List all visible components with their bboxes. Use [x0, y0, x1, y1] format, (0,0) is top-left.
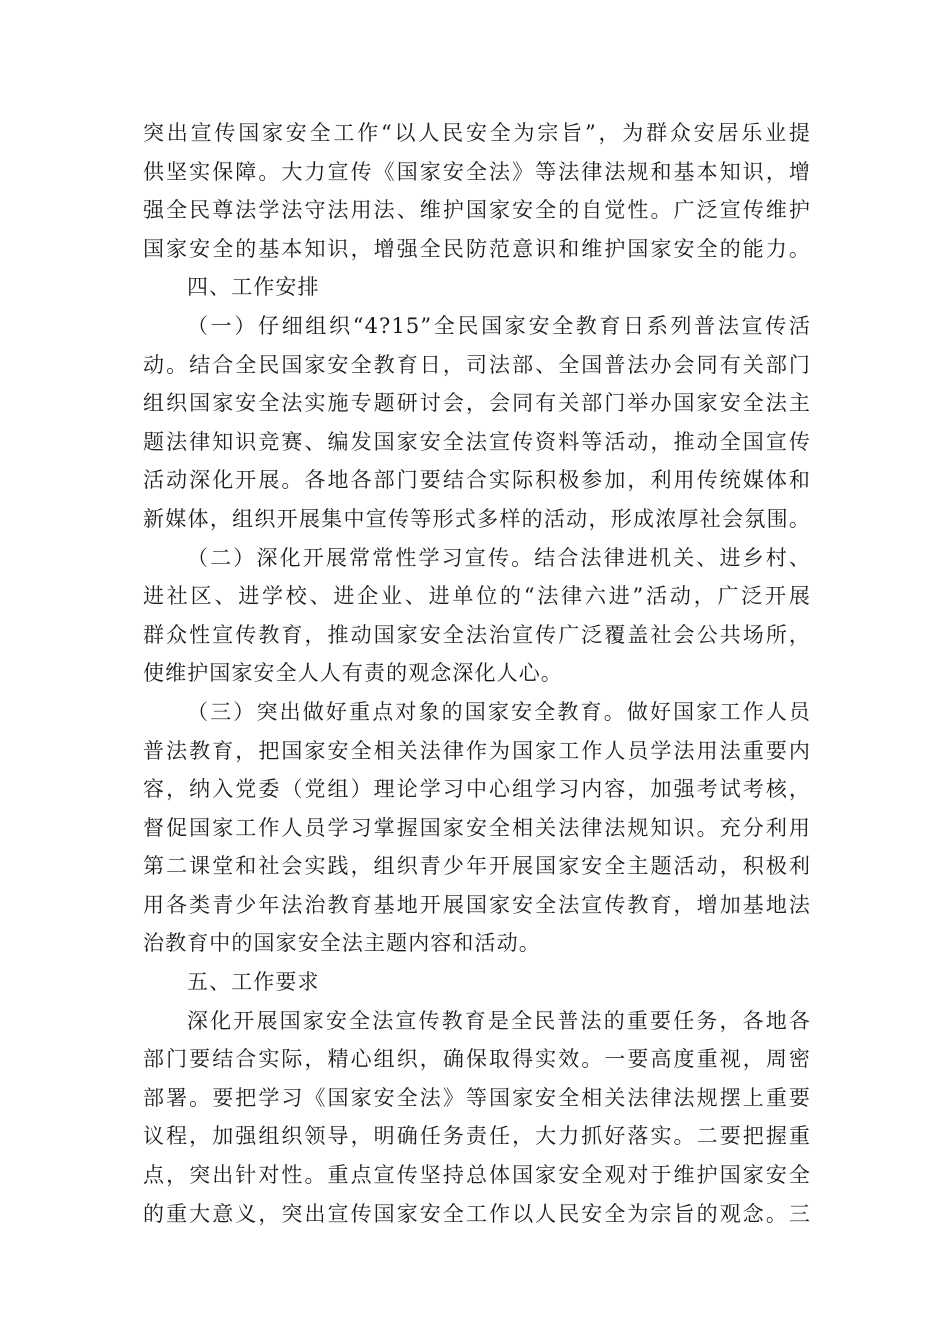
document-body: [143, 114, 811, 1233]
text-line: 督促国家工作人员学习掌握国家安全相关法律法规知识。充分利用: [143, 815, 811, 840]
text-line: 突出宣传国家安全工作“以人民安全为宗旨”，为群众安居乐业提: [143, 121, 811, 145]
text-line: 治教育中的国家安全法主题内容和活动。: [143, 931, 541, 956]
text-line: 容，纳入党委（党组）理论学习中心组学习内容，加强考试考核，: [143, 777, 811, 802]
text-line: 深化开展国家安全法宣传教育是全民普法的重要任务，各地各: [187, 1008, 811, 1033]
text-line: 组织国家安全法实施专题研讨会，会同有关部门举办国家安全法主: [143, 391, 811, 416]
text-line: 第二课堂和社会实践，组织青少年开展国家安全主题活动，积极利: [143, 854, 811, 879]
text-line: 动。结合全民国家安全教育日，司法部、全国普法办会同有关部门: [143, 352, 811, 377]
text-line: 活动深化开展。各地各部门要结合实际积极参加，利用传统媒体和: [143, 468, 811, 493]
text-line: 议程，加强组织领导，明确任务责任，大力抓好落实。二要把握重: [143, 1124, 811, 1149]
text-line: 的重大意义，突出宣传国家安全工作以人民安全为宗旨的观念。三: [143, 1201, 811, 1226]
text-line: 五、工作要求: [187, 970, 320, 995]
text-line: 部署。要把学习《国家安全法》等国家安全相关法律法规摆上重要: [143, 1085, 811, 1110]
text-line: 题法律知识竞赛、编发国家安全法宣传资料等活动，推动全国宣传: [143, 429, 811, 454]
text-line: 普法教育，把国家安全相关法律作为国家工作人员学法用法重要内: [143, 738, 811, 763]
text-line: 新媒体，组织开展集中宣传等形式多样的活动，形成浓厚社会氛围。: [143, 506, 811, 531]
text-line: （二）深化开展常常性学习宣传。结合法律进机关、进乡村、: [187, 545, 811, 570]
document-page: [143, 114, 811, 1233]
text-line: 用各类青少年法治教育基地开展国家安全法宣传教育，增加基地法: [143, 892, 811, 917]
text-line: （一）仔细组织“4?15”全民国家安全教育日系列普法宣传活: [187, 313, 811, 338]
text-line: （三）突出做好重点对象的国家安全教育。做好国家工作人员: [187, 699, 811, 724]
text-line: 供坚实保障。大力宣传《国家安全法》等法律法规和基本知识，增: [143, 159, 811, 184]
text-line: 部门要结合实际，精心组织，确保取得实效。一要高度重视，周密: [143, 1047, 811, 1072]
text-line: 强全民尊法学法守法用法、维护国家安全的自觉性。广泛宣传维护: [143, 198, 811, 223]
text-line: 点，突出针对性。重点宣传坚持总体国家安全观对于维护国家安全: [143, 1163, 811, 1188]
text-line: 四、工作安排: [187, 275, 320, 300]
text-line: 使维护国家安全人人有责的观念深化人心。: [143, 661, 563, 686]
text-line: 群众性宣传教育，推动国家安全法治宣传广泛覆盖社会公共场所，: [143, 622, 811, 647]
text-line: 进社区、进学校、进企业、进单位的“法律六进”活动，广泛开展: [143, 584, 811, 609]
text-line: 国家安全的基本知识，增强全民防范意识和维护国家安全的能力。: [143, 236, 811, 261]
